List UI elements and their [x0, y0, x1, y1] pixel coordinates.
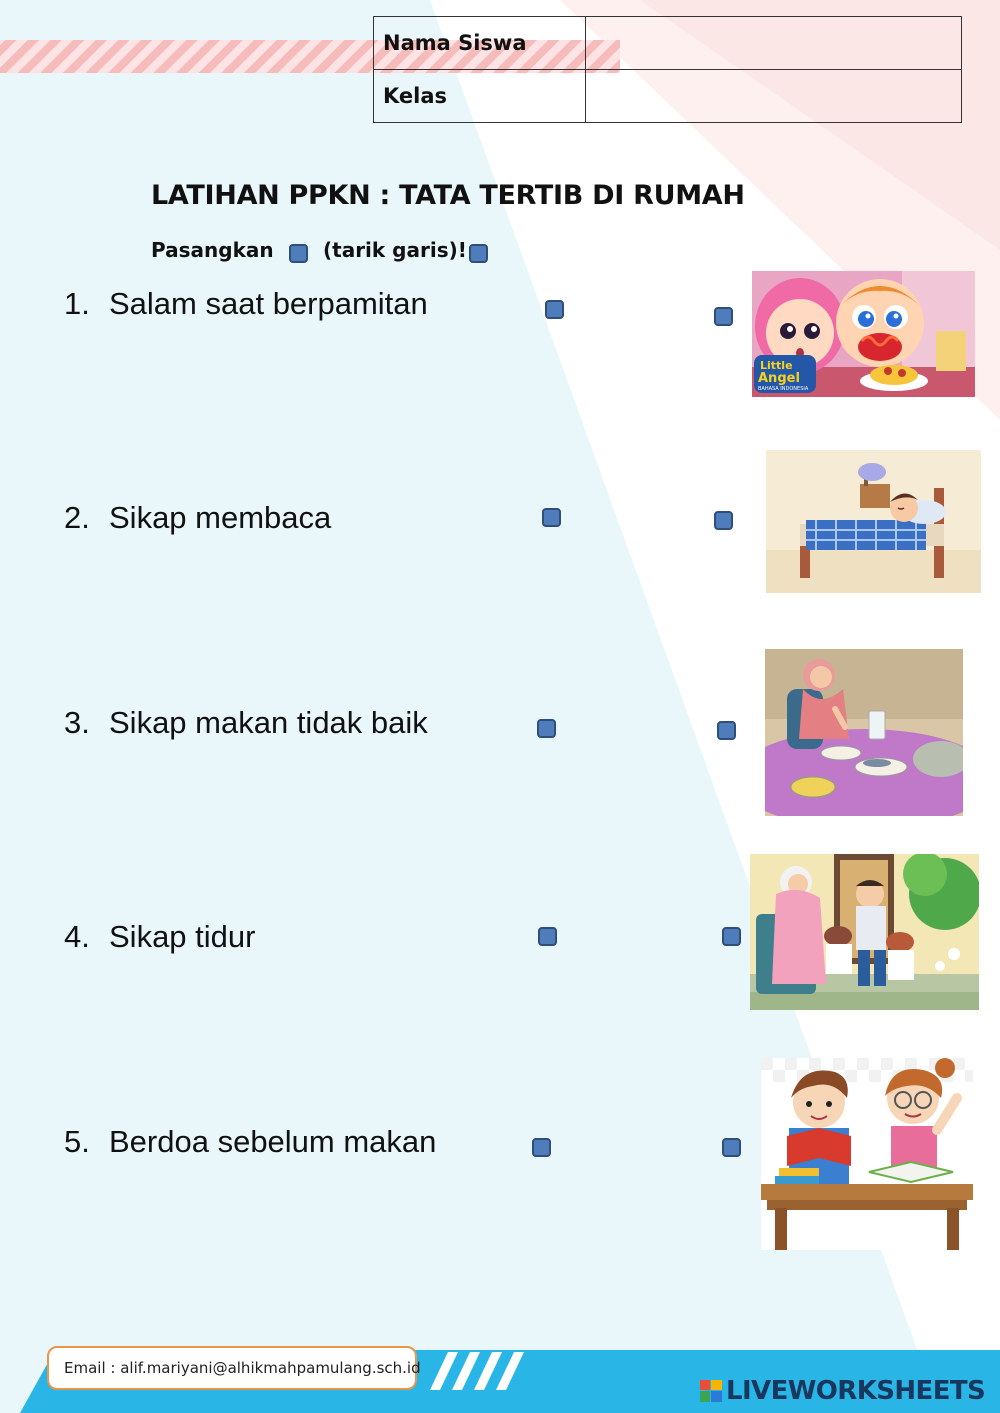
children-reading-books-illustration: [761, 1058, 973, 1250]
item-label: Sikap makan tidak baik: [109, 705, 428, 740]
list-item-1: [64, 286, 428, 322]
email-box: [47, 1346, 421, 1390]
list-item-4: [64, 919, 255, 955]
right-connector-dot-1[interactable]: [714, 307, 733, 326]
child-sleeping-picture: [766, 450, 981, 593]
item-label: Salam saat berpamitan: [109, 286, 428, 321]
liveworksheets-wordmark: LIVEWORKSHEETS: [726, 1376, 986, 1406]
left-connector-dot-3[interactable]: [537, 719, 556, 738]
class-label: Kelas: [374, 70, 586, 123]
girl-praying-picture: [765, 649, 963, 816]
logo-text-3: BAHASA INDONESIA: [758, 386, 809, 392]
worksheet-title: LATIHAN PPKN : TATA TERTIB DI RUMAH: [151, 180, 745, 211]
kids-eating-spaghetti-illustration: [752, 271, 975, 397]
right-connector-dot-3[interactable]: [717, 721, 736, 740]
example-connector-dot-2: [469, 244, 488, 263]
list-item-3: [64, 705, 428, 741]
logo-text-2: Angel: [758, 371, 800, 386]
student-name-row: [374, 17, 962, 70]
right-connector-dot-5[interactable]: [722, 1138, 741, 1157]
child-sleeping-in-bed-illustration: [766, 450, 981, 593]
student-name-label: Nama Siswa: [374, 17, 586, 70]
student-info-table: [373, 16, 962, 123]
liveworksheets-badge-icon: [700, 1380, 722, 1402]
girl-praying-before-meal-illustration: [765, 649, 963, 816]
item-number: 2.: [64, 500, 90, 535]
example-connector-dot-1: [289, 244, 308, 263]
list-item-2: [64, 500, 331, 536]
children-reading-picture: [761, 1058, 973, 1250]
item-label: Sikap membaca: [109, 500, 332, 535]
logo-text-1: Little: [760, 359, 793, 372]
children-greeting-parents-picture: [750, 854, 979, 1010]
item-number: 4.: [64, 919, 90, 954]
student-name-field[interactable]: [586, 17, 962, 70]
email-text: Email : alif.mariyani@alhikmahpamulang.sch.id: [64, 1359, 421, 1377]
item-number: 3.: [64, 705, 90, 740]
left-connector-dot-1[interactable]: [545, 300, 564, 319]
list-item-5: [64, 1124, 436, 1160]
item-label: Sikap tidur: [109, 919, 256, 954]
right-connector-dot-4[interactable]: [722, 927, 741, 946]
class-row: [374, 70, 962, 123]
left-connector-dot-4[interactable]: [538, 927, 557, 946]
instruction-text-2: (tarik garis)!: [323, 238, 467, 262]
class-field[interactable]: [586, 70, 962, 123]
item-number: 5.: [64, 1124, 90, 1159]
left-connector-dot-5[interactable]: [532, 1138, 551, 1157]
instruction-text-1: Pasangkan: [151, 238, 274, 262]
children-greeting-parents-illustration: [750, 854, 979, 1010]
item-number: 1.: [64, 286, 90, 321]
liveworksheets-logo[interactable]: [700, 1376, 985, 1406]
right-connector-dot-2[interactable]: [714, 511, 733, 530]
left-connector-dot-2[interactable]: [542, 508, 561, 527]
item-label: Berdoa sebelum makan: [109, 1124, 437, 1159]
kids-eating-spaghetti-picture: [752, 271, 975, 397]
